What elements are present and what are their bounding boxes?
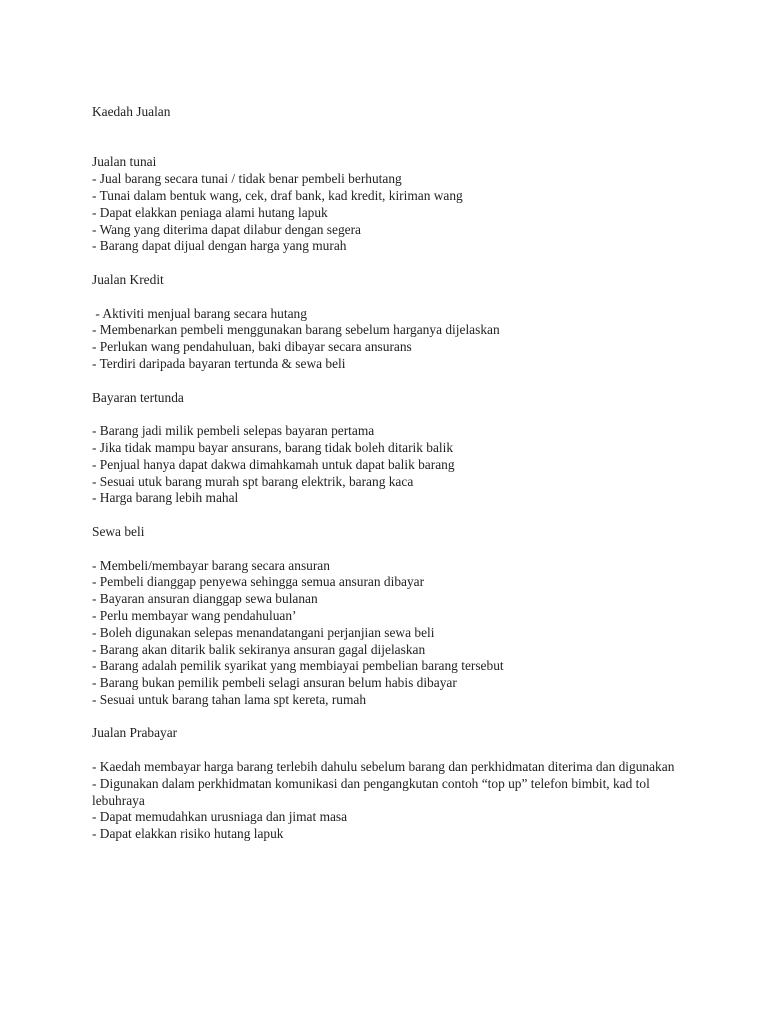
list-item: - Dapat elakkan peniaga alami hutang lapuk [92, 204, 328, 220]
section-sewa-beli [92, 524, 692, 709]
section-jualan-tunai [92, 154, 692, 255]
section-jualan-kredit [92, 272, 692, 373]
section-heading: Jualan Prabayar [92, 725, 178, 741]
list-item: - Membenarkan pembeli menggunakan barang sebelum harganya dijelaskan [92, 322, 500, 338]
list-item: - Kaedah membayar harga barang terlebih dahulu sebelum barang dan perkhidmatan diterima dan digunakan [92, 759, 675, 775]
list-item: - Jual barang secara tunai / tidak benar pembeli berhutang [92, 171, 402, 187]
list-item: - Membeli/membayar barang secara ansuran [92, 557, 330, 573]
section-heading: Sewa beli [92, 523, 145, 539]
document-page [92, 104, 692, 843]
list-item: - Pembeli dianggap penyewa sehingga semua ansuran dibayar [92, 574, 425, 590]
list-item: - Harga barang lebih mahal [92, 490, 239, 506]
list-item: - Sesuai untuk barang tahan lama spt kereta, rumah [92, 691, 367, 707]
list-item: - Terdiri daripada bayaran tertunda & sewa beli [92, 355, 346, 371]
section-jualan-prabayar [92, 725, 692, 843]
list-item: - Barang adalah pemilik syarikat yang membiayai pembelian barang tersebut [92, 658, 504, 674]
list-item: - Perlu membayar wang pendahuluan’ [92, 607, 297, 623]
list-item: - Jika tidak mampu bayar ansurans, barang tidak boleh ditarik balik [92, 439, 454, 455]
document-title: Kaedah Jualan [92, 104, 171, 119]
list-item: - Bayaran ansuran dianggap sewa bulanan [92, 591, 318, 607]
list-item: - Barang bukan pemilik pembeli selagi ansuran belum habis dibayar [92, 675, 457, 691]
list-item: - Penjual hanya dapat dakwa dimahkamah untuk dapat balik barang [92, 456, 455, 472]
list-item: - Sesuai utuk barang murah spt barang elektrik, barang kaca [92, 473, 414, 489]
section-heading: Bayaran tertunda [92, 389, 184, 405]
list-item: - Digunakan dalam perkhidmatan komunikasi dan pengangkutan contoh “top up” telefon bimbit, kad tol lebuhraya [92, 775, 654, 808]
section-heading: Jualan tunai [92, 154, 157, 170]
list-item: - Barang akan ditarik balik sekiranya ansuran gagal dijelaskan [92, 641, 426, 657]
list-item: - Wang yang diterima dapat dilabur dengan segera [92, 221, 361, 237]
list-item: - Boleh digunakan selepas menandatangani perjanjian sewa beli [92, 624, 435, 640]
section-heading: Jualan Kredit [92, 271, 164, 287]
list-item: - Barang jadi milik pembeli selepas bayaran pertama [92, 423, 375, 439]
list-item: - Tunai dalam bentuk wang, cek, draf bank, kad kredit, kiriman wang [92, 187, 463, 203]
list-item: - Aktiviti menjual barang secara hutang [92, 305, 307, 321]
list-item: - Dapat elakkan risiko hutang lapuk [92, 826, 284, 842]
list-item: - Barang dapat dijual dengan harga yang murah [92, 238, 347, 254]
section-bayaran-tertunda [92, 390, 692, 508]
list-item: - Perlukan wang pendahuluan, baki dibayar secara ansurans [92, 339, 412, 355]
list-item: - Dapat memudahkan urusniaga dan jimat masa [92, 809, 348, 825]
